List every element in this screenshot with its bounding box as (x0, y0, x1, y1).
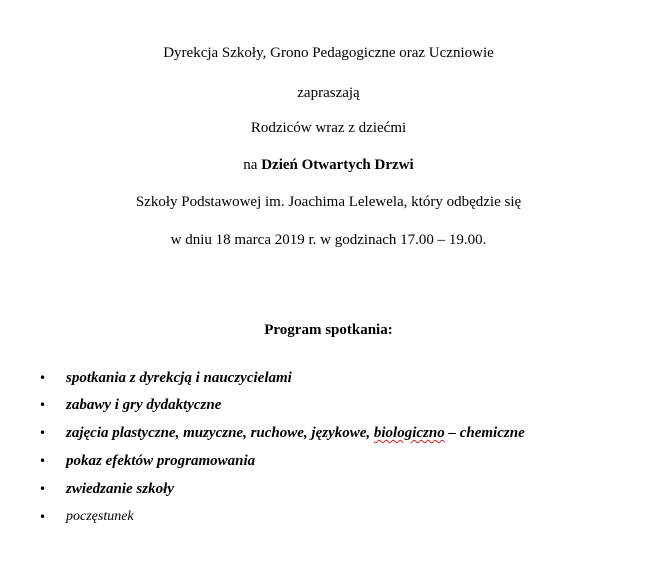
list-item (0, 508, 620, 526)
program-heading: Program spotkania: (264, 322, 393, 338)
list-item-text (66, 424, 525, 442)
list-item (0, 452, 620, 470)
list-item-text-before: zajęcia plastyczne, muzyczne, ruchowe, językowe, (66, 425, 374, 441)
bullet-icon: • (39, 510, 47, 524)
date-time-line: w dniu 18 marca 2019 r. w godzinach 17.00 – 19.00. (170, 232, 487, 248)
list-item-text-after: – chemiczne (444, 425, 525, 441)
list-item (0, 480, 620, 498)
audience-line: Rodziców wraz z dziećmi (250, 120, 407, 136)
event-line (0, 156, 657, 174)
list-item-text: pokaz efektów programowania (66, 453, 256, 469)
bullet-icon: • (39, 426, 47, 440)
list-item-text: poczęstunek (66, 509, 134, 524)
event-name: Dzień Otwartych Drzwi (261, 157, 414, 173)
list-item (0, 424, 620, 442)
school-line: Szkoły Podstawowej im. Joachima Lelewela, który odbędzie się (135, 194, 522, 210)
list-item-text: zabawy i gry dydaktyczne (66, 397, 222, 413)
invite-verb-line: zapraszają (297, 85, 360, 101)
bullet-icon: • (39, 482, 47, 496)
bullet-icon: • (39, 371, 47, 385)
bullet-icon: • (39, 398, 47, 412)
hosts-line: Dyrekcja Szkoły, Grono Pedagogiczne oraz Uczniowie (163, 45, 494, 61)
list-item-text: spotkania z dyrekcją i nauczycielami (66, 370, 292, 386)
bullet-icon: • (39, 454, 47, 468)
spellcheck-flagged-word: biologiczno (373, 425, 445, 441)
event-prefix: na (243, 157, 262, 173)
list-item-text: zwiedzanie szkoły (66, 481, 174, 497)
list-item (0, 369, 620, 387)
list-item (0, 396, 620, 414)
